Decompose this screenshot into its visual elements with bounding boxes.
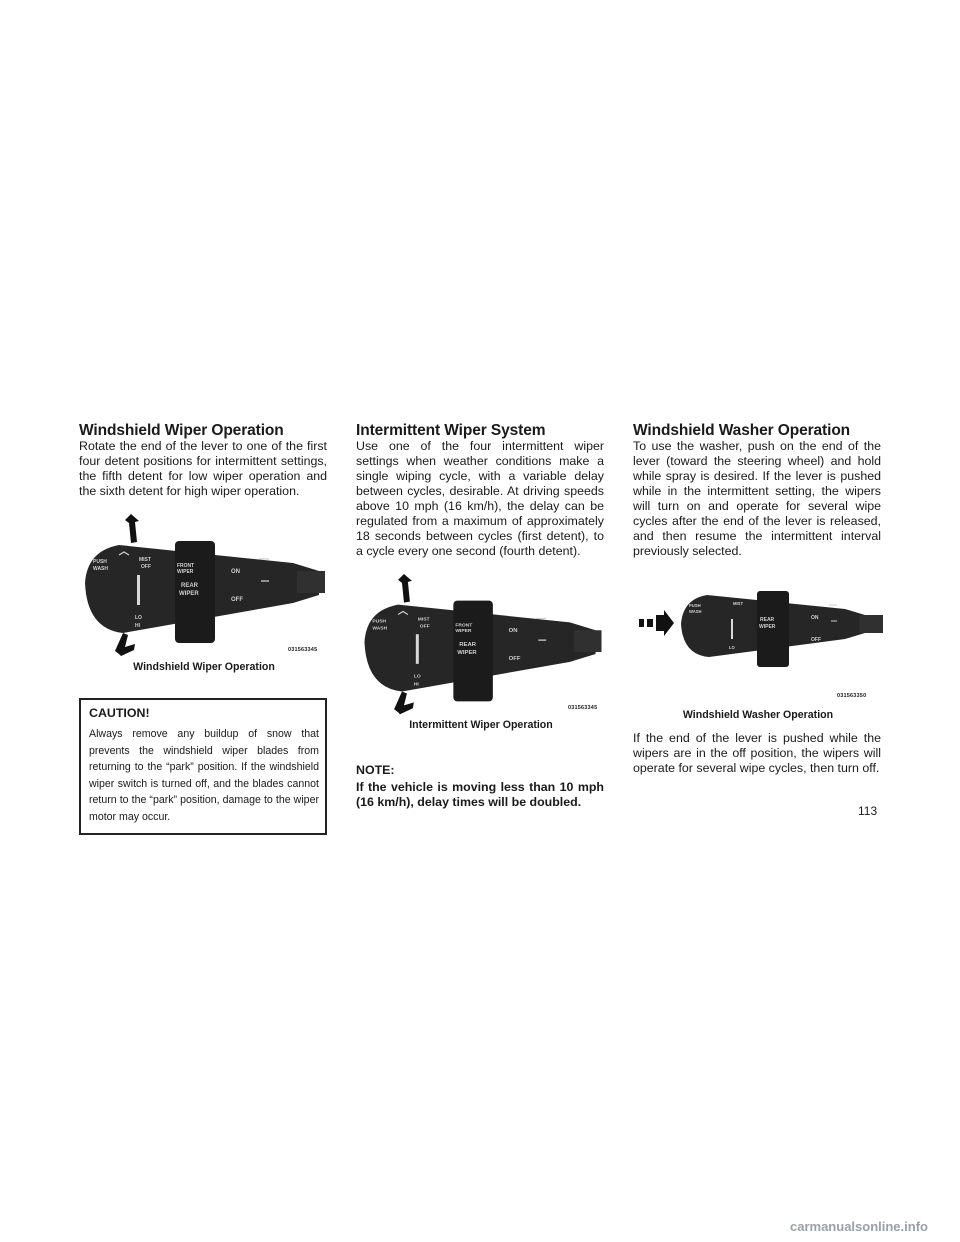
svg-text:WIPER: WIPER xyxy=(457,649,477,656)
svg-text:ON: ON xyxy=(231,569,240,575)
svg-text:HI: HI xyxy=(135,623,140,629)
svg-text:REAR: REAR xyxy=(459,642,477,649)
rotate-down-arrow-icon xyxy=(115,633,135,656)
figure-washer-operation xyxy=(633,569,881,731)
svg-text:FRONT: FRONT xyxy=(177,563,195,569)
lever-illustration xyxy=(633,569,885,689)
page-number: 113 xyxy=(858,804,878,818)
svg-text:MIST: MIST xyxy=(733,601,744,606)
column-washer-operation xyxy=(633,422,881,776)
svg-text:LO: LO xyxy=(413,674,421,680)
svg-text:WASH: WASH xyxy=(93,566,108,572)
svg-text:WASH: WASH xyxy=(372,626,388,632)
body-wiper-operation: Rotate the end of the lever to one of the first four detent positions for intermittent settings, the fifth detent for low wiper operation and the sixth detent for high wiper operation. xyxy=(79,439,327,498)
body-washer-operation: To use the washer, push on the end of the lever (toward the steering wheel) and hold while spray is desired. If the lever is pushed while in the intermittent setting, the wipers will turn on and operate for several wipe cycles after the end of the lever is released, and then resume the intermittent interval previously selected. xyxy=(633,439,881,558)
push-arrow-icon xyxy=(656,610,674,636)
lever-stalk xyxy=(574,630,602,652)
svg-text:REAR: REAR xyxy=(760,617,775,623)
svg-text:OFF: OFF xyxy=(141,564,151,570)
caption-intermittent-wiper: Intermittent Wiper Operation xyxy=(409,719,553,731)
figure-wiper-operation xyxy=(79,511,327,687)
lever-stalk xyxy=(859,615,883,633)
figure-code: 031563345 xyxy=(288,647,318,653)
svg-text:ON: ON xyxy=(811,615,819,621)
body-intermittent-wiper: Use one of the four intermittent wiper settings when weather conditions make a single wiping cycle, with a variable delay between cycles, desirable. At driving speeds above 10 mph (16 km/h), the delay can be regulated from a maximum of approximately 18 seconds between cycles (first detent), to a cycle every one second (fourth detent). xyxy=(356,439,604,558)
svg-text:MIST: MIST xyxy=(139,557,151,563)
caption-washer-operation: Windshield Washer Operation xyxy=(682,709,834,721)
svg-text:PUSH: PUSH xyxy=(372,619,387,625)
svg-text:MIST: MIST xyxy=(417,617,430,623)
rotate-down-arrow-icon xyxy=(394,691,414,714)
svg-text:OFF: OFF xyxy=(508,655,521,662)
heading-intermittent-wiper: Intermittent Wiper System xyxy=(356,422,546,439)
figure-code: 031563345 xyxy=(568,705,598,711)
figure-intermittent-wiper xyxy=(356,571,604,749)
svg-text:WIPER: WIPER xyxy=(759,624,776,630)
note-text: If the vehicle is moving less than 10 mph (16 km/h), delay times will be doubled. xyxy=(356,780,604,809)
svg-text:LO: LO xyxy=(729,645,735,650)
svg-text:WIPER: WIPER xyxy=(179,591,199,597)
note-title: NOTE: xyxy=(356,763,395,777)
column-wiper-operation xyxy=(79,422,327,835)
heading-wiper-operation: Windshield Wiper Operation xyxy=(79,422,284,439)
svg-text:HI: HI xyxy=(413,682,419,688)
lever-stalk xyxy=(297,571,325,593)
svg-text:OFF: OFF xyxy=(811,637,821,643)
svg-text:PUSH: PUSH xyxy=(93,559,107,565)
svg-text:OFF: OFF xyxy=(231,597,243,603)
svg-text:OFF: OFF xyxy=(419,624,430,630)
caution-box xyxy=(79,698,327,835)
caution-title: CAUTION! xyxy=(89,706,150,720)
watermark: carmanualsonline.info xyxy=(790,1219,928,1234)
svg-text:WIPER: WIPER xyxy=(177,569,194,575)
svg-text:WIPER: WIPER xyxy=(455,629,472,635)
caution-text: Always remove any buildup of snow that prevents the windshield wiper blades from returning to the “park” position. If the windshield wiper switch is turned off, and the blades cannot return to the “park” position, damage to the wiper motor may occur. xyxy=(89,728,319,823)
svg-text:ON: ON xyxy=(508,628,518,635)
rotate-up-arrow-icon xyxy=(398,574,412,603)
svg-text:FRONT: FRONT xyxy=(455,623,473,629)
heading-washer-operation: Windshield Washer Operation xyxy=(633,422,851,439)
caption-wiper-operation: Windshield Wiper Operation xyxy=(133,661,275,673)
svg-text:PUSH: PUSH xyxy=(689,603,701,608)
body2-washer-operation: If the end of the lever is pushed while the wipers are in the off position, the wipers will operate for several wipe cycles, then turn off. xyxy=(633,731,881,775)
rotate-up-arrow-icon xyxy=(125,514,139,543)
svg-text:LO: LO xyxy=(135,615,142,621)
svg-text:WASH: WASH xyxy=(689,609,702,614)
svg-text:REAR: REAR xyxy=(181,583,199,589)
column-intermittent-wiper xyxy=(356,422,604,810)
figure-code: 031563350 xyxy=(837,693,867,699)
